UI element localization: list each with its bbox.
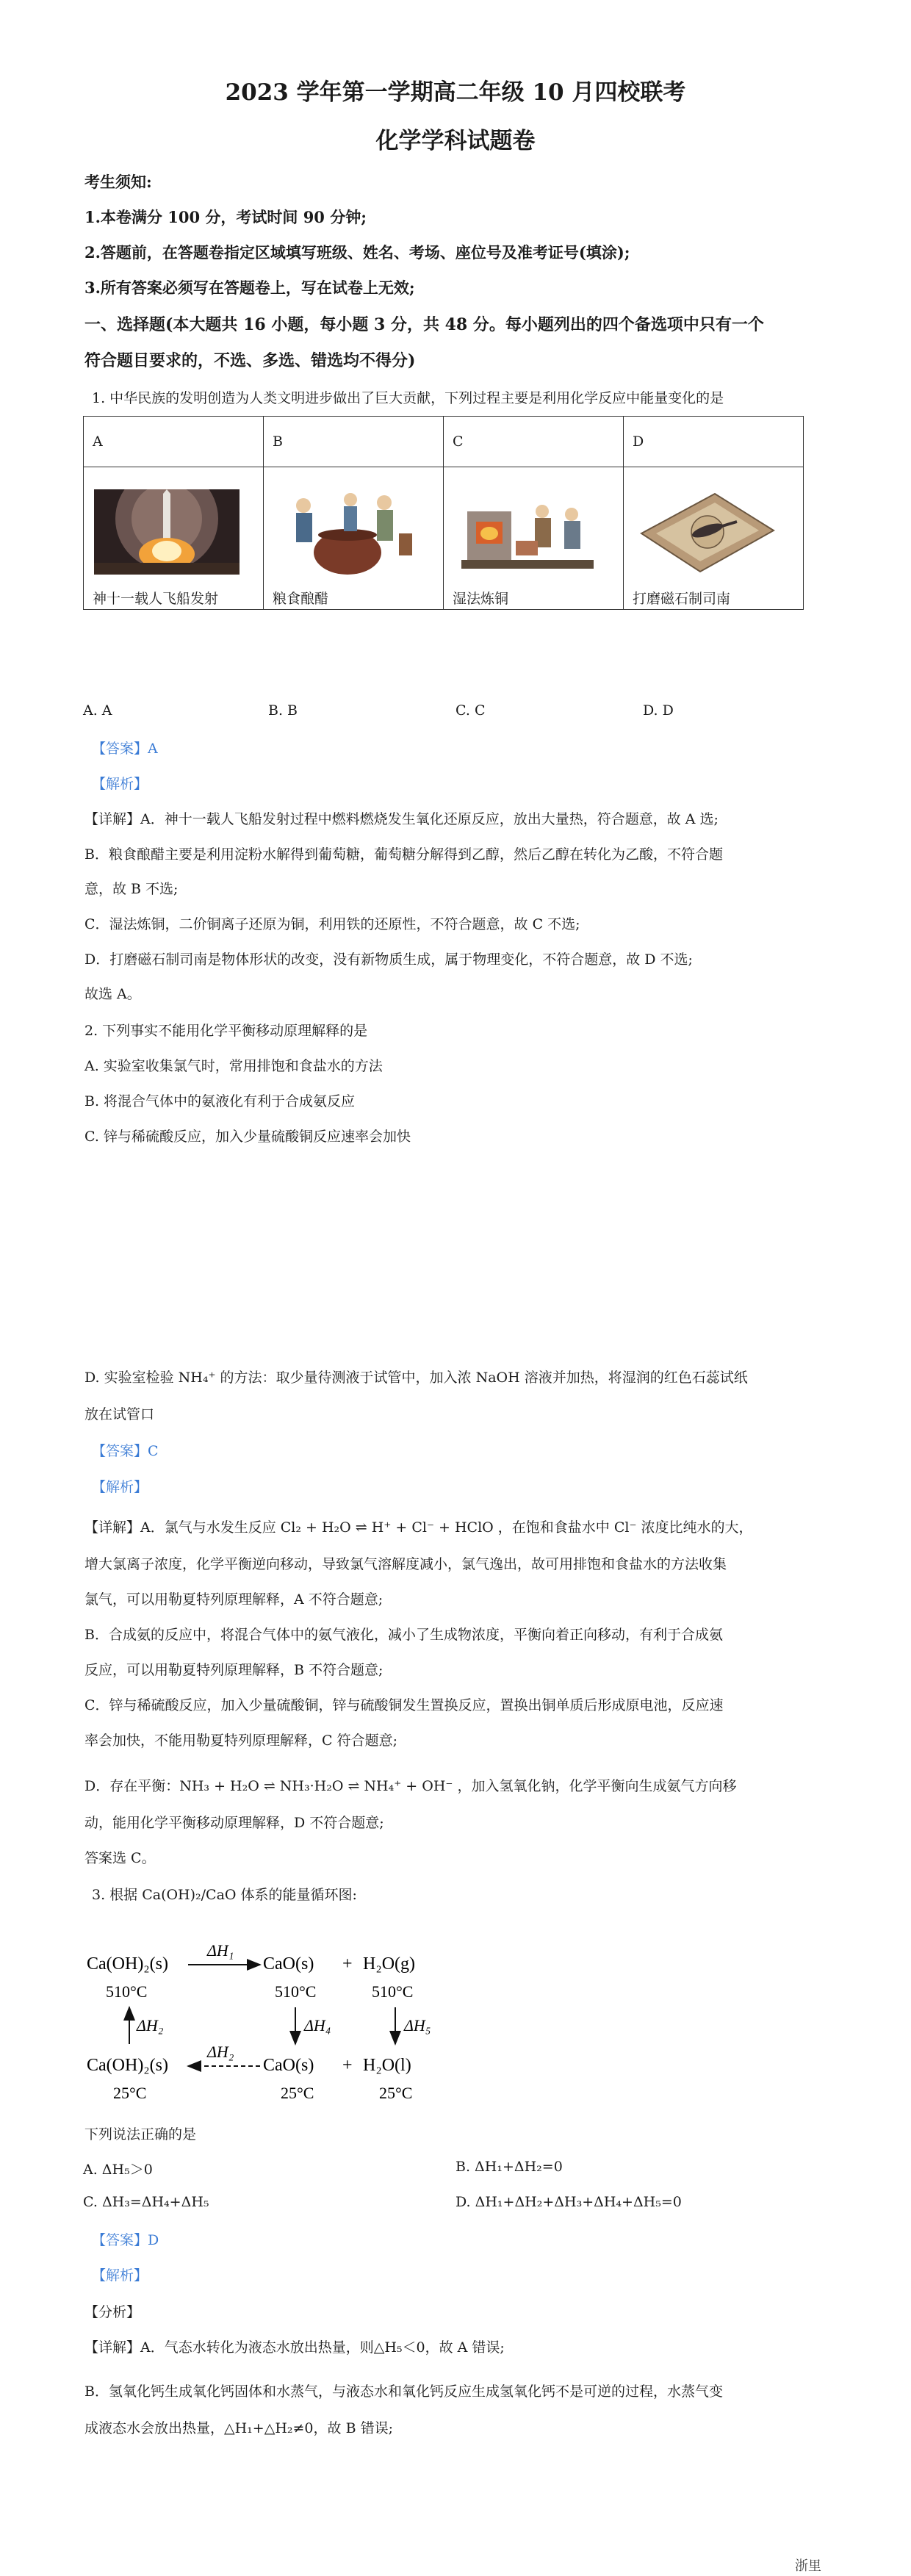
cycle-dh5-label: ΔH₅ [404,2016,431,2034]
cycle-top-left: Ca(OH)₂(s) [87,1954,168,1974]
q2-option-a: A. 实验室收集氯气时，常用排饱和食盐水的方法 [84,1058,383,1074]
cycle-temp: 510°C [106,1982,148,2001]
q3-fenxi: 【分析】 [84,2304,141,2320]
q3-detail-line: 成液态水会放出热量，△H₁+△H₂≠0，故 B 错误; [84,2420,393,2436]
notice-heading: 考生须知: [84,173,152,191]
q3-detail-line: 【详解】A．气态水转化为液态水放出热量，则△H₅＜0，故 A 错误; [84,2339,505,2356]
q3-option-b: B. ΔH₁+ΔH₂=0 [455,2159,563,2175]
q1-table-header: B [264,417,444,467]
exam-title: 2023 学年第一学期高二年级 10 月四校联考 [225,79,686,106]
q1-detail-line: D．打磨磁石制司南是物体形状的改变，没有新物质生成，属于物理变化，不符合题意，故 D 不选; [84,951,693,968]
cycle-bot-mid: CaO(s) [263,2056,314,2075]
copper-smelting-image [454,489,599,575]
q2-stem: 2. 下列事实不能用化学平衡移动原理解释的是 [84,1023,368,1039]
q1-table-header: A [84,417,264,467]
q3-analysis: 【解析】 [92,2267,148,2284]
cycle-top-mid: CaO(s) [263,1954,314,1974]
energy-cycle-diagram [87,1940,469,2109]
q2-detail-line: D．存在平衡：NH₃ + H₂O ⇌ NH₃·H₂O ⇌ NH₄⁺ + OH⁻ ，加入氢氧化钠，化学平衡向生成氨气方向移 [84,1778,737,1794]
q2-detail-line: 答案选 C。 [84,1850,156,1866]
q3-detail-line: B．氢氧化钙生成氧化钙固体和水蒸气，与液态水和氧化钙反应生成氢氧化钙不是可逆的过程，水蒸气变 [84,2383,723,2400]
q3-option-c: C. ΔH₃=ΔH₄+ΔH₅ [83,2194,209,2210]
cycle-plus: + [342,2056,353,2075]
cycle-temp: 510°C [372,1982,414,2001]
q2-analysis: 【解析】 [92,1479,148,1495]
cycle-dh4-label: ΔH₄ [304,2016,331,2034]
q1-detail-line: 【详解】A．神十一载人飞船发射过程中燃料燃烧发生氧化还原反应，放出大量热，符合题意，故 A 选; [84,811,719,827]
q2-option-d-cont: 放在试管口 [84,1406,155,1422]
q1-caption: 神十一载人飞船发射 [93,591,219,607]
footer-mark: 浙里 [795,2558,821,2574]
cycle-temp: 25°C [113,2084,147,2102]
cycle-dh2-bottom-label: ΔH₂ [207,2043,234,2061]
q3-prompt: 下列说法正确的是 [84,2126,197,2143]
q3-answer: 【答案】D [92,2232,159,2248]
q1-detail-line: C．湿法炼铜，二价铜离子还原为铜，利用铁的还原性，不符合题意，故 C 不选; [84,916,580,932]
q1-caption: 打磨磁石制司南 [633,591,731,607]
cycle-bot-right: H₂O(l) [363,2056,411,2075]
vinegar-brewing-image [274,489,420,575]
q2-detail-line: 【详解】A．氯气与水发生反应 Cl₂ + H₂O ⇌ H⁺ + Cl⁻ + HClO ，在饱和食盐水中 Cl⁻ 浓度比纯水的大， [84,1519,753,1536]
notice-line: 3.所有答案必须写在答题卷上，写在试卷上无效; [84,278,415,297]
notice-line: 2.答题前，在答题卷指定区域填写班级、姓名、考场、座位号及准考证号(填涂); [84,243,630,262]
cycle-temp: 25°C [379,2084,413,2102]
q1-table-cell [264,467,444,610]
q1-table-cell [444,467,624,610]
q1-caption: 湿法炼铜 [453,591,509,607]
cycle-dh2-left-label: ΔH₂ [137,2016,164,2034]
notice-line: 1.本卷满分 100 分，考试时间 90 分钟; [84,208,367,226]
q1-choice-a: A. A [83,702,112,719]
cycle-dh1-label: ΔH₁ [207,1941,234,1960]
q1-choice-b: B. B [268,702,298,719]
q3-option-d: D. ΔH₁+ΔH₂+ΔH₃+ΔH₄+ΔH₅=0 [455,2194,682,2210]
cycle-temp: 510°C [275,1982,317,2001]
q2-detail-line: C．锌与稀硫酸反应，加入少量硫酸铜，锌与硫酸铜发生置换反应，置换出铜单质后形成原电池，反应速 [84,1697,724,1713]
q2-option-b: B. 将混合气体中的氨液化有利于合成氨反应 [84,1093,356,1109]
cycle-temp: 25°C [281,2084,314,2102]
rocket-launch-image [94,489,240,575]
q1-choice-c: C. C [455,702,486,719]
q1-table-cell [624,467,804,610]
compass-sinan-image [634,489,779,575]
q2-detail-line: B．合成氨的反应中，将混合气体中的氨气液化，减小了生成物浓度，平衡向着正向移动，有利于合成氨 [84,1627,723,1643]
q1-detail-line: 故选 A。 [84,986,141,1002]
q1-detail-line: B．粮食酿醋主要是利用淀粉水解得到葡萄糖，葡萄糖分解得到乙醇，然后乙醇在转化为乙酸，不符合题 [84,846,723,863]
q2-detail-line: 率会加快，不能用勒夏特列原理解释，C 符合题意; [84,1733,397,1749]
q1-choice-d: D. D [643,702,674,719]
cycle-plus: + [342,1954,353,1974]
section-heading: 一、选择题(本大题共 16 小题，每小题 3 分，共 48 分。每小题列出的四个备选项中只有一个 [84,315,764,334]
exam-subtitle: 化学学科试题卷 [375,128,536,154]
cycle-bot-left: Ca(OH)₂(s) [87,2056,168,2075]
q1-analysis: 【解析】 [92,776,148,792]
q1-table-header: C [444,417,624,467]
q2-detail-line: 反应，可以用勒夏特列原理解释，B 不符合题意; [84,1662,384,1678]
q2-answer: 【答案】C [92,1443,159,1459]
cycle-top-right: H₂O(g) [363,1954,416,1974]
q2-option-c: C. 锌与稀硫酸反应，加入少量硫酸铜反应速率会加快 [84,1129,411,1145]
q2-detail-line: 动，能用化学平衡移动原理解释，D 不符合题意; [84,1815,384,1831]
q1-caption: 粮食酿醋 [273,591,329,607]
q1-stem: 1. 中华民族的发明创造为人类文明进步做出了巨大贡献，下列过程主要是利用化学反应中能量变化的是 [92,390,724,406]
q2-detail-line: 氯气，可以用勒夏特列原理解释，A 不符合题意; [84,1591,384,1608]
q1-option-table [83,416,804,610]
q3-option-a: A. ΔH₅＞0 [83,2162,153,2178]
section-heading: 符合题目要求的，不选、多选、错选均不得分) [84,351,416,370]
q1-table-header: D [624,417,804,467]
q1-answer: 【答案】A [92,741,158,757]
q1-detail-line: 意，故 B 不选; [84,881,179,897]
q1-table-cell [84,467,264,610]
q2-option-d: D. 实验室检验 NH₄⁺ 的方法：取少量待测液于试管中，加入浓 NaOH 溶液并加热，将湿润的红色石蕊试纸 [84,1370,748,1386]
q3-stem: 3. 根据 Ca(OH)₂/CaO 体系的能量循环图: [92,1887,357,1903]
q2-detail-line: 增大氯离子浓度，化学平衡逆向移动，导致氯气溶解度减小，氯气逸出，故可用排饱和食盐水的方法收集 [84,1556,727,1572]
